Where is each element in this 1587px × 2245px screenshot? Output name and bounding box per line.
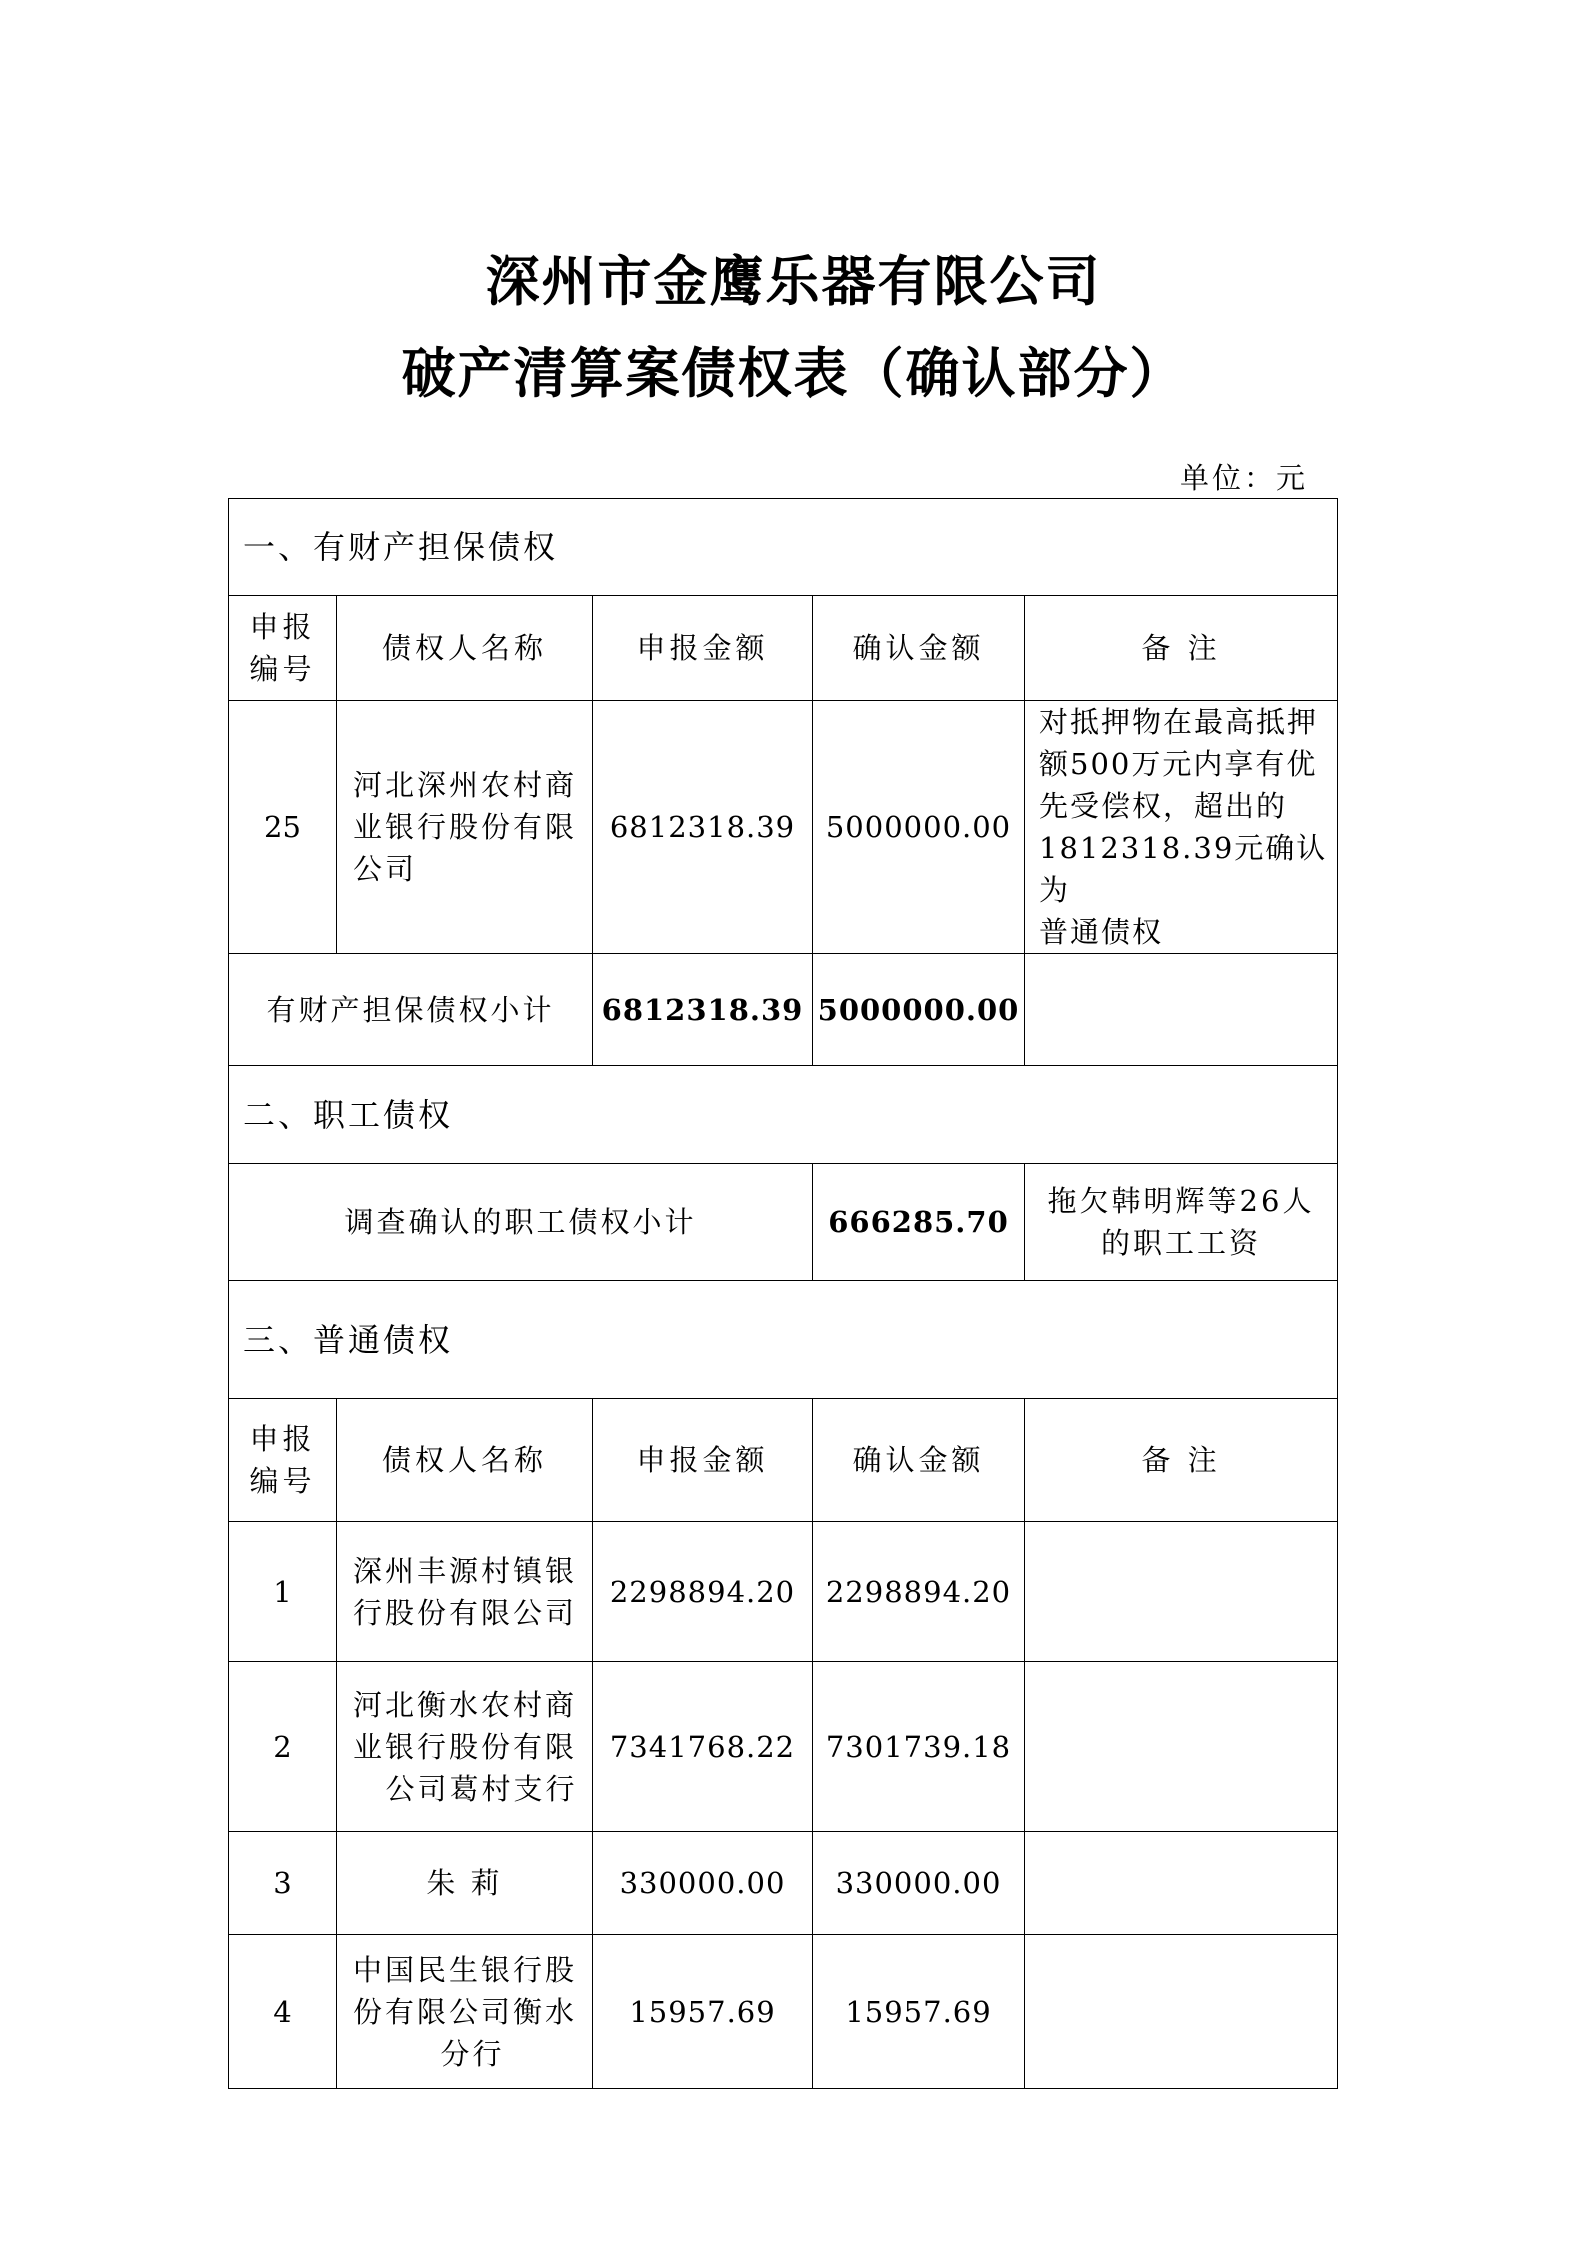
row-claimed: 330000.00 xyxy=(593,1832,813,1935)
header-claimed: 申报金额 xyxy=(593,596,813,701)
section-header xyxy=(229,1281,1338,1399)
subtotal-row xyxy=(229,954,1338,1066)
row-confirmed: 330000.00 xyxy=(813,1832,1025,1935)
section-header xyxy=(229,1066,1338,1164)
remark-line: 1812318.39元确认为 xyxy=(1039,831,1328,907)
header-name: 债权人名称 xyxy=(337,1399,593,1522)
row-code: 2 xyxy=(229,1662,337,1832)
row-name xyxy=(337,1662,593,1832)
unit-label: 单位：元 xyxy=(1180,461,1309,495)
table-row xyxy=(229,1935,1338,2089)
header-remark: 备 注 xyxy=(1025,1399,1338,1522)
name-line: 分行 xyxy=(440,2036,505,2071)
table-row xyxy=(229,1662,1338,1832)
name-line: 河北衡水农村商 xyxy=(353,1687,578,1722)
row-confirmed: 2298894.20 xyxy=(813,1522,1025,1662)
section-title: 一、有财产担保债权 xyxy=(229,499,1338,596)
row-remark xyxy=(1025,1662,1338,1832)
table-row xyxy=(229,1522,1338,1662)
remark-line: 额500万元内享有优 xyxy=(1039,747,1318,781)
section-title: 二、职工债权 xyxy=(229,1066,1338,1164)
name-line: 行股份有限公司 xyxy=(353,1595,578,1630)
subtotal-remark xyxy=(1025,1164,1338,1281)
name-line: 份有限公司衡水 xyxy=(353,1994,578,2029)
claims-table xyxy=(228,498,1338,2089)
remark-line: 普通债权 xyxy=(1039,915,1164,949)
row-claimed: 15957.69 xyxy=(593,1935,813,2089)
subtotal-claimed: 6812318.39 xyxy=(593,954,813,1066)
header-claimed: 申报金额 xyxy=(593,1399,813,1522)
row-name: 朱 莉 xyxy=(337,1832,593,1935)
subtotal-row xyxy=(229,1164,1338,1281)
header-name: 债权人名称 xyxy=(337,596,593,701)
name-line: 深州丰源村镇银 xyxy=(353,1553,578,1588)
row-remark xyxy=(1025,701,1338,954)
subtotal-label: 调查确认的职工债权小计 xyxy=(229,1164,813,1281)
remark-line: 的职工工资 xyxy=(1101,1226,1262,1260)
name-line: 公司葛村支行 xyxy=(385,1771,578,1806)
row-name xyxy=(337,701,593,954)
row-claimed: 2298894.20 xyxy=(593,1522,813,1662)
subtotal-label: 有财产担保债权小计 xyxy=(229,954,593,1066)
row-name xyxy=(337,1522,593,1662)
row-confirmed: 5000000.00 xyxy=(813,701,1025,954)
name-line: 业银行股份有限 xyxy=(353,1729,578,1764)
row-confirmed: 15957.69 xyxy=(813,1935,1025,2089)
header-code-line: 编号 xyxy=(249,652,316,686)
document-subtitle: 破产清算案债权表（确认部分） xyxy=(401,342,1186,405)
row-claimed: 7341768.22 xyxy=(593,1662,813,1832)
header-remark: 备 注 xyxy=(1025,596,1338,701)
row-code: 1 xyxy=(229,1522,337,1662)
row-confirmed: 7301739.18 xyxy=(813,1662,1025,1832)
row-code: 4 xyxy=(229,1935,337,2089)
section-header xyxy=(229,499,1338,596)
header-confirmed: 确认金额 xyxy=(813,1399,1025,1522)
table-header-row xyxy=(229,596,1338,701)
row-remark xyxy=(1025,1832,1338,1935)
remark-line: 先受偿权，超出的 xyxy=(1039,789,1288,823)
subtotal-confirmed: 666285.70 xyxy=(813,1164,1025,1281)
row-code: 25 xyxy=(229,701,337,954)
section-title: 三、普通债权 xyxy=(229,1281,1338,1399)
header-code xyxy=(229,1399,337,1522)
document-title: 深州市金鹰乐器有限公司 xyxy=(485,250,1102,313)
row-remark xyxy=(1025,1935,1338,2089)
name-line: 业银行股份有限 xyxy=(353,810,578,844)
row-remark xyxy=(1025,1522,1338,1662)
header-code-line: 申报 xyxy=(249,1422,316,1456)
name-line: 中国民生银行股 xyxy=(353,1952,578,1987)
remark-line: 对抵押物在最高抵押 xyxy=(1039,705,1319,739)
subtotal-confirmed: 5000000.00 xyxy=(813,954,1025,1066)
row-code: 3 xyxy=(229,1832,337,1935)
name-line: 公司 xyxy=(353,852,418,886)
subtotal-remark xyxy=(1025,954,1338,1066)
row-name xyxy=(337,1935,593,2089)
name-line: 河北深州农村商 xyxy=(353,768,578,802)
table-row xyxy=(229,701,1338,954)
table-row xyxy=(229,1832,1338,1935)
row-claimed: 6812318.39 xyxy=(593,701,813,954)
header-code xyxy=(229,596,337,701)
header-code-line: 编号 xyxy=(249,1464,316,1498)
table-header-row xyxy=(229,1399,1338,1522)
header-confirmed: 确认金额 xyxy=(813,596,1025,701)
remark-line: 拖欠韩明辉等26人 xyxy=(1047,1184,1315,1218)
header-code-line: 申报 xyxy=(249,610,316,644)
